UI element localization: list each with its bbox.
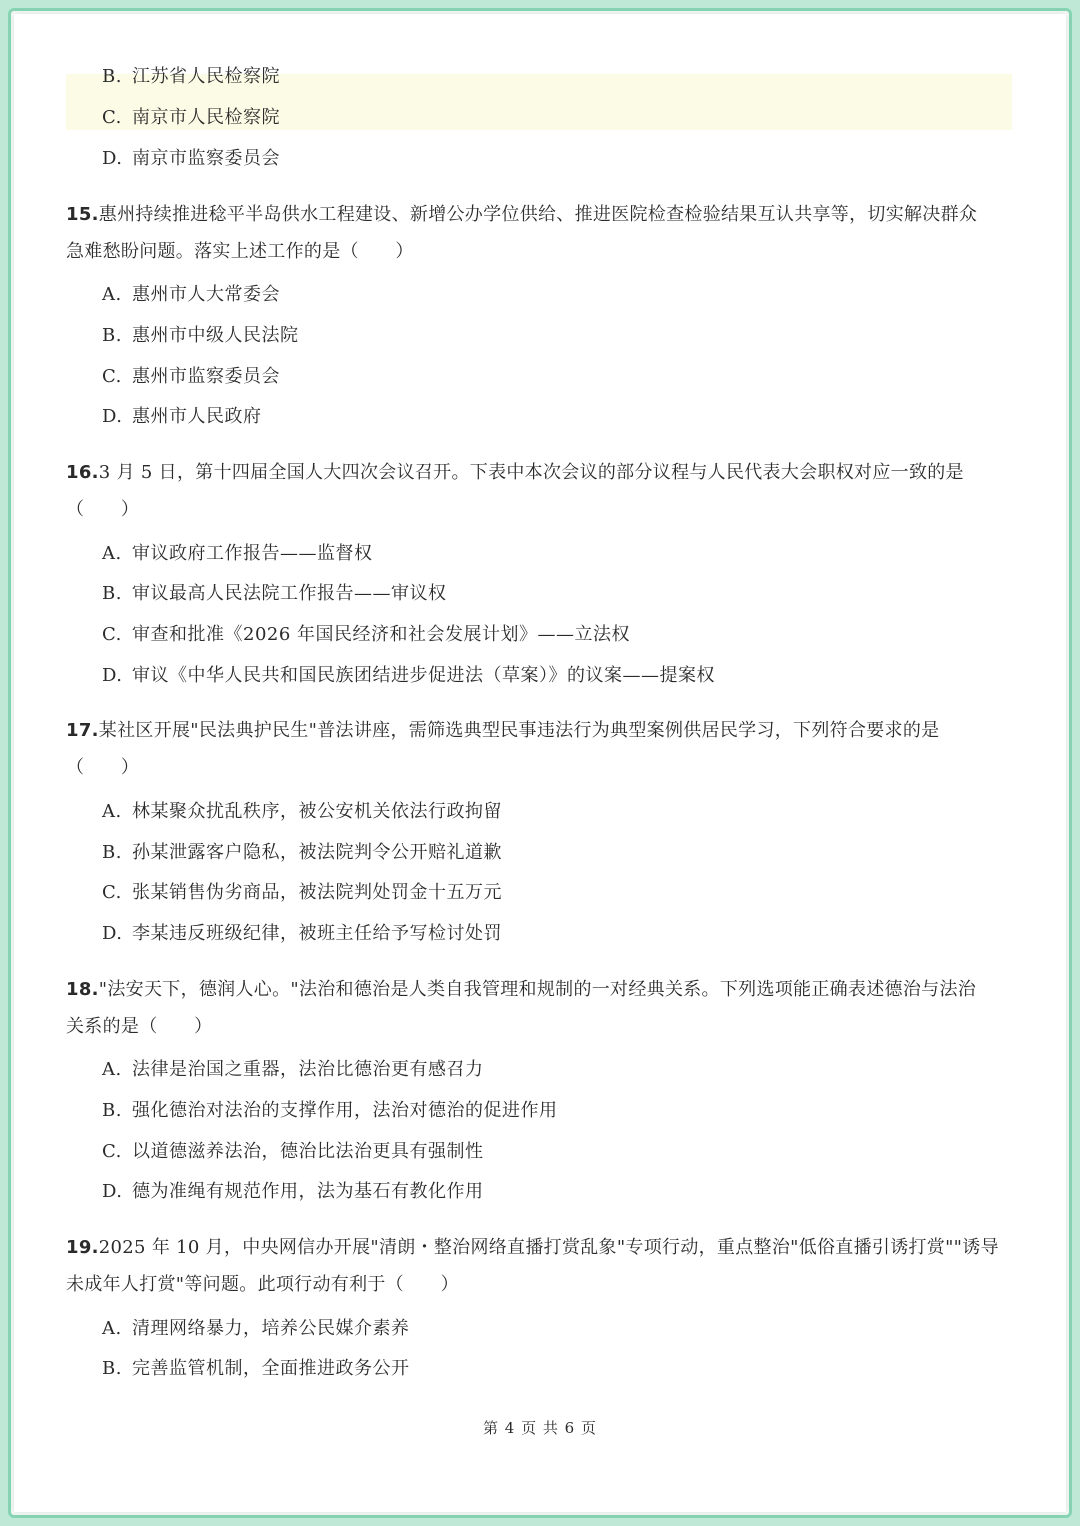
option-15-c: C. 惠州市监察委员会	[102, 366, 280, 387]
option-17-d: D. 李某违反班级纪律，被班主任给予写检讨处罚	[102, 923, 502, 944]
option-18-b: B. 强化德治对法治的支撑作用，法治对德治的促进作用	[102, 1100, 558, 1121]
option-19-b: B. 完善监管机制，全面推进政务公开	[102, 1358, 410, 1379]
option-16-b: B. 审议最高人民法院工作报告——审议权	[102, 583, 447, 604]
option-15-a: A. 惠州市人大常委会	[102, 284, 280, 305]
option-16-c: C. 审查和批准《2026 年国民经济和社会发展计划》——立法权	[102, 624, 631, 645]
option-15-b: B. 惠州市中级人民法院	[102, 325, 299, 346]
page-number: 第 4 页 共 6 页	[483, 1419, 597, 1437]
option-19-a: A. 清理网络暴力，培养公民媒介素养	[102, 1318, 410, 1339]
option-17-b: B. 孙某泄露客户隐私，被法院判令公开赔礼道歉	[102, 842, 502, 863]
question-17: 17.某社区开展"民法典护民生"普法讲座，需筛选典型民事违法行为典型案例供居民学习，下列符合要求的是 （ ）	[66, 720, 940, 778]
option-16-d: D. 审议《中华人民共和国民族团结进步促进法（草案）》的议案——提案权	[102, 665, 715, 686]
option-prev-d: D. 南京市监察委员会	[102, 148, 280, 169]
option-prev-b: B. 江苏省人民检察院	[102, 66, 280, 87]
option-15-d: D. 惠州市人民政府	[102, 406, 262, 427]
option-17-c: C. 张某销售伪劣商品，被法院判处罚金十五万元	[102, 882, 502, 903]
question-19: 19.2025 年 10 月，中央网信办开展"清朗・整治网络直播打赏乱象"专项行动，重点整治"低俗直播引诱打赏""诱导 未成年人打赏"等问题。此项行动有利于（ ）	[66, 1237, 999, 1295]
option-18-c: C. 以道德滋养法治，德治比法治更具有强制性	[102, 1141, 484, 1162]
option-17-a: A. 林某聚众扰乱秩序，被公安机关依法行政拘留	[102, 801, 502, 822]
option-18-a: A. 法律是治国之重器，法治比德治更有感召力	[102, 1059, 484, 1080]
option-16-a: A. 审议政府工作报告——监督权	[102, 543, 373, 564]
option-prev-c: C. 南京市人民检察院	[102, 107, 280, 128]
question-15: 15.惠州持续推进稔平半岛供水工程建设、新增公办学位供给、推进医院检查检验结果互认共享等，切实解决群众 急难愁盼问题。落实上述工作的是（ ）	[66, 204, 978, 262]
question-18: 18."法安天下，德润人心。"法治和德治是人类自我管理和规制的一对经典关系。下列选项能正确表述德治与法治 关系的是（ ）	[66, 979, 977, 1037]
question-16: 16.3 月 5 日，第十四届全国人大四次会议召开。下表中本次会议的部分议程与人民代表大会职权对应一致的是 （ ）	[66, 462, 964, 520]
option-18-d: D. 德为准绳有规范作用，法为基石有教化作用	[102, 1181, 484, 1202]
